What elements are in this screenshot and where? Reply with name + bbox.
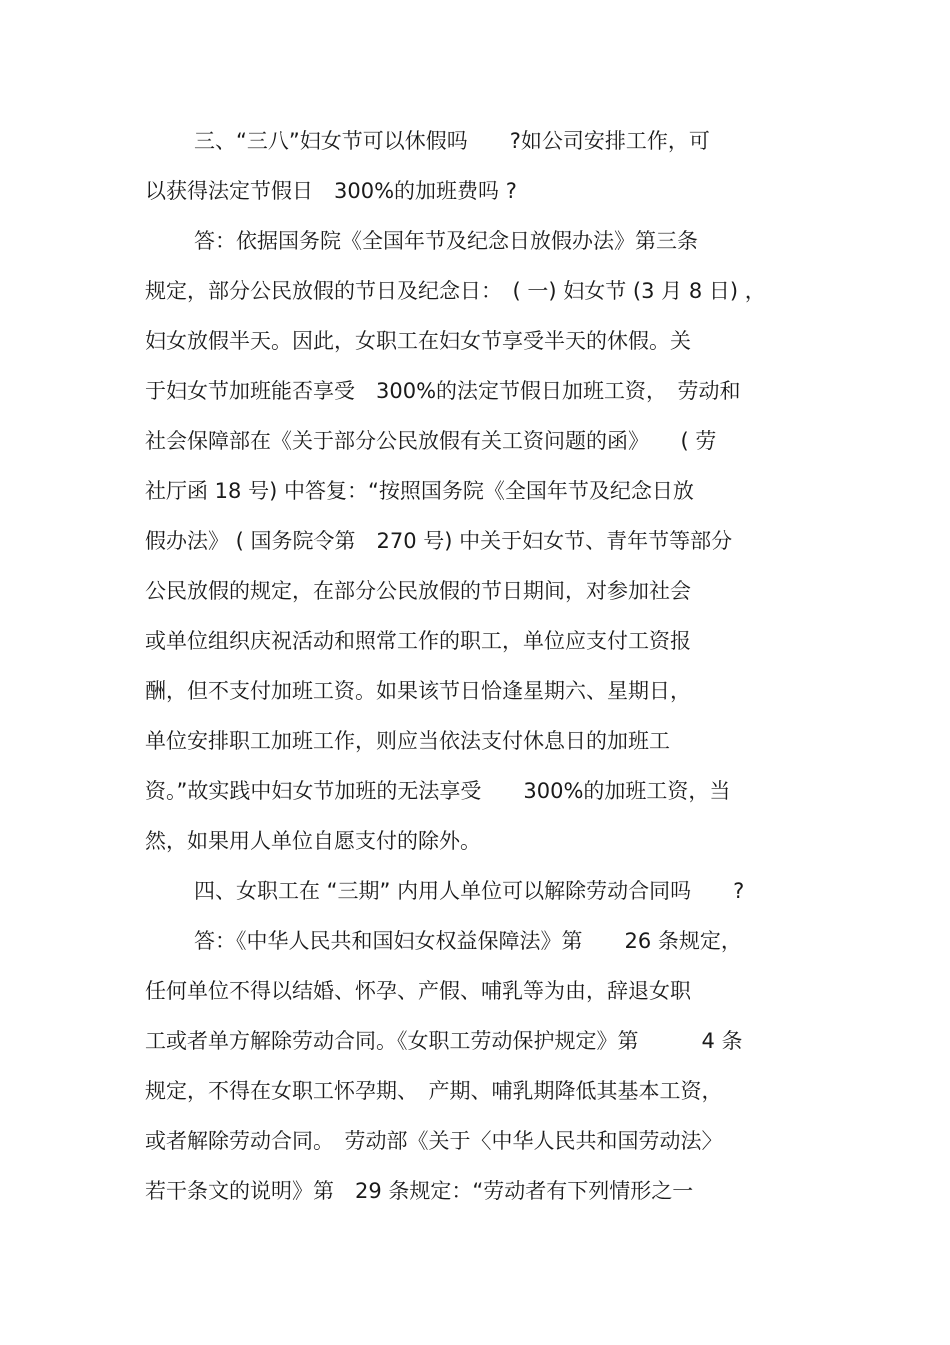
text-line: 工或者单方解除劳动合同。《女职工劳动保护规定》第 4 条: [145, 1029, 743, 1053]
text-line: 规定，部分公民放假的节日及纪念日： ( 一) 妇女节 (3 月 8 日) ，: [145, 279, 766, 303]
text-line: 任何单位不得以结婚、怀孕、产假、哺乳等为由，辞退女职: [145, 979, 691, 1003]
text-line: 以获得法定节假日 300%的加班费吗 ?: [145, 179, 517, 203]
text-line: 若干条文的说明》第 29 条规定：“劳动者有下列情形之一: [145, 1179, 694, 1203]
text-line: 或单位组织庆祝活动和照常工作的职工，单位应支付工资报: [145, 629, 691, 653]
text-line: 三、“三八”妇女节可以休假吗 ?如公司安排工作，可: [194, 129, 710, 153]
text-line: 规定，不得在女职工怀孕期、 产期、哺乳期降低其基本工资，: [145, 1079, 723, 1103]
text-line: 单位安排职工加班工作，则应当依法支付休息日的加班工: [145, 729, 670, 753]
text-line: 四、女职工在 “三期” 内用人单位可以解除劳动合同吗 ?: [194, 879, 745, 903]
text-line: 公民放假的规定，在部分公民放假的节日期间，对参加社会: [145, 579, 691, 603]
text-line: 然，如果用人单位自愿支付的除外。: [145, 829, 481, 853]
text-line: 答：依据国务院《全国年节及纪念日放假办法》第三条: [194, 229, 698, 253]
text-line: 于妇女节加班能否享受 300%的法定节假日加班工资， 劳动和: [145, 379, 741, 403]
text-line: 资。”故实践中妇女节加班的无法享受 300%的加班工资，当: [145, 779, 731, 803]
text-line: 社厅函 18 号) 中答复：“按照国务院《全国年节及纪念日放: [145, 479, 694, 503]
text-line: 社会保障部在《关于部分公民放假有关工资问题的函》 ( 劳: [145, 429, 717, 453]
text-line: 酬，但不支付加班工资。如果该节日恰逢星期六、星期日，: [145, 679, 691, 703]
text-line: 答：《中华人民共和国妇女权益保障法》第 26 条规定，: [194, 929, 742, 953]
text-line: 妇女放假半天。因此，女职工在妇女节享受半天的休假。关: [145, 329, 691, 353]
text-line: 假办法》 ( 国务院令第 270 号) 中关于妇女节、青年节等部分: [145, 529, 733, 553]
text-line: 或者解除劳动合同。 劳动部《关于〈中华人民共和国劳动法〉: [145, 1129, 723, 1153]
